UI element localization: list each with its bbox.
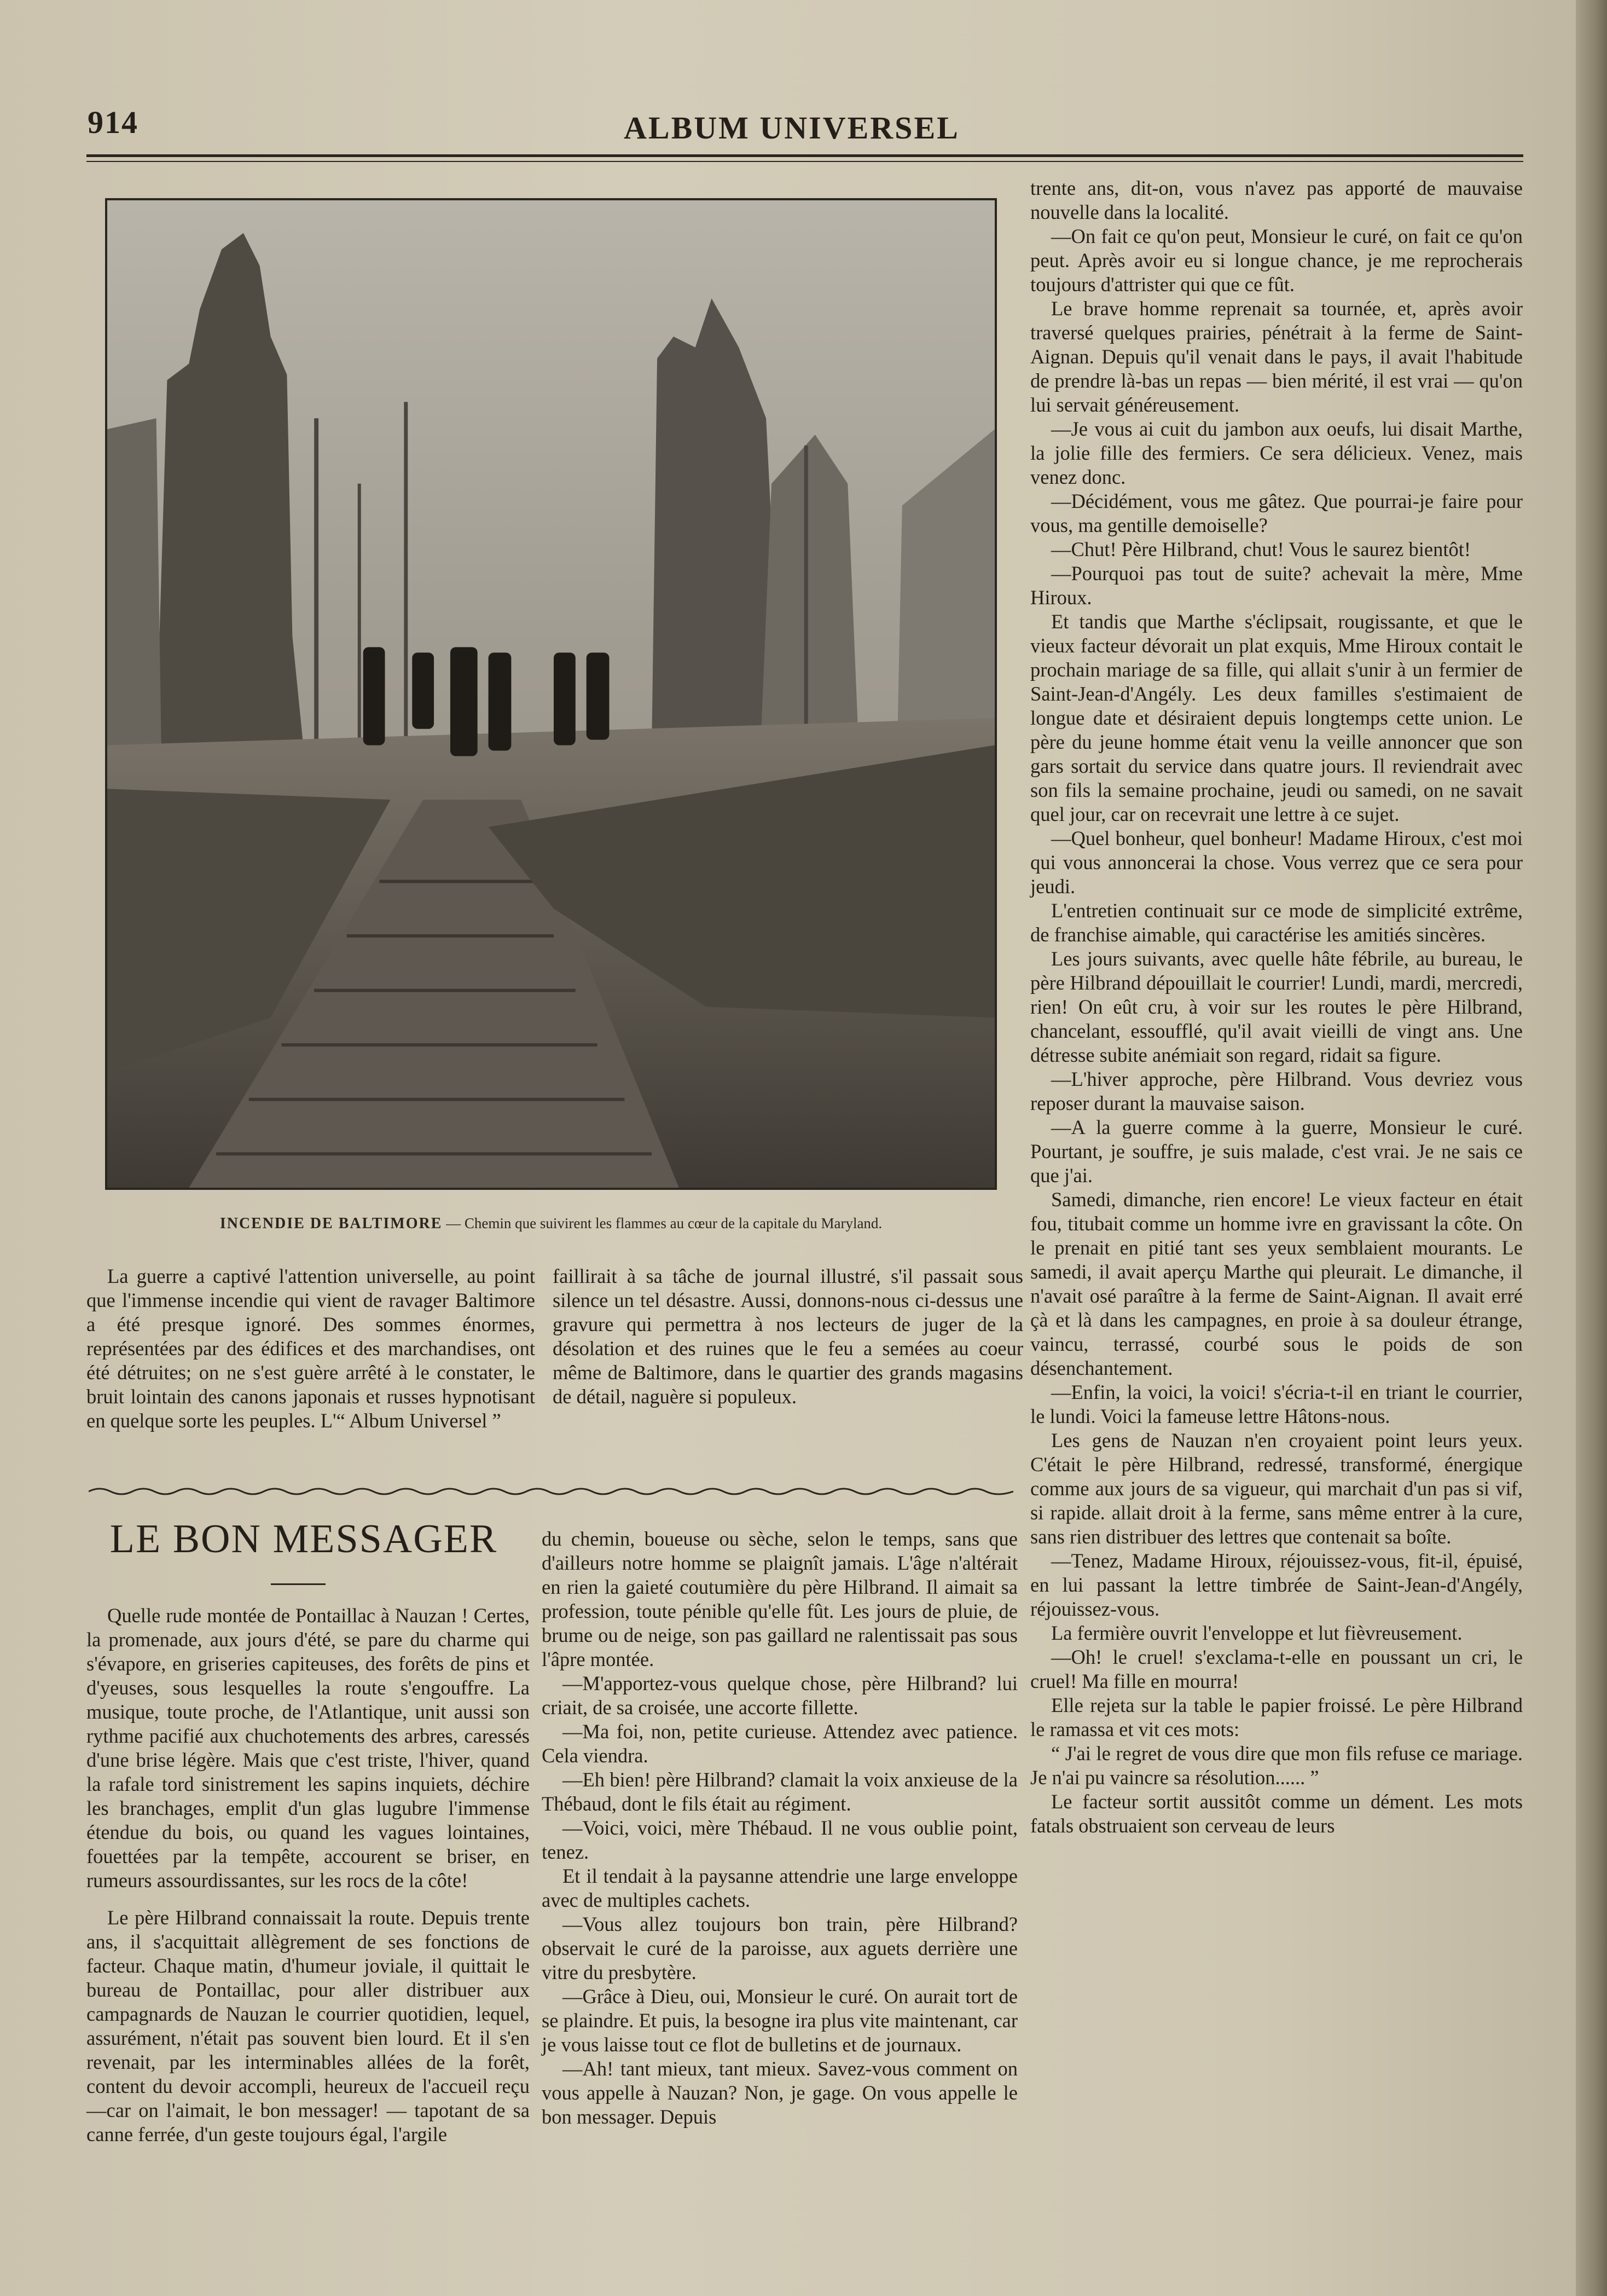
- article-paragraph: —A la guerre comme à la guerre, Monsieur le curé. Pourtant, je souffre, je suis malade, c'est vrai. Je ne sais ce que j'ai.: [1030, 1116, 1523, 1187]
- article-paragraph: —Vous allez toujours bon train, père Hilbrand? observait le curé de la paroisse, aux aguets derrière une vitre du presbytère.: [542, 1913, 1018, 1983]
- article-paragraph: —Pourquoi pas tout de suite? achevait la mère, Mme Hiroux.: [1030, 562, 1523, 609]
- article-paragraph: —Décidément, vous me gâtez. Que pourrai-je faire pour vous, ma gentille demoiselle?: [1030, 490, 1523, 536]
- article-paragraph: —Eh bien! père Hilbrand? clamait la voix anxieuse de la Thébaud, dont le fils était au régiment.: [542, 1768, 1018, 1815]
- header-rule-thin: [86, 161, 1523, 162]
- article-paragraph: Les gens de Nauzan n'en croyaient point leurs yeux. C'était le père Hilbrand, redressé, transformé, énergique comme aux jours de sa vigueur, qui marchait d'un pas si vif, si rapide. allait droit à la ferme, sans même entrer à la cure, sans rien distribuer des lettres que contenait sa boîte.: [1030, 1429, 1523, 1548]
- article-column-left: [86, 1604, 530, 2147]
- article-paragraph: Elle rejeta sur la table le papier froissé. Le père Hilbrand le ramassa et vit ces mots:: [1030, 1694, 1523, 1740]
- title-rule: [271, 1583, 326, 1585]
- header-rule: [86, 154, 1523, 157]
- article-paragraph: —Quel bonheur, quel bonheur! Madame Hiroux, c'est moi qui vous annoncerai la chose. Vous verrez que ce sera pour jeudi.: [1030, 827, 1523, 898]
- caption-title: INCENDIE DE BALTIMORE: [219, 1215, 443, 1232]
- baltimore-fire-photo: [105, 198, 997, 1190]
- article-paragraph: Et tandis que Marthe s'éclipsait, rougissante, et que le vieux facteur dévorait un plat exquis, Mme Hiroux contait le prochain mariage de sa fille, qui allait s'unir à un fermier de Saint-Jean-d'Angély. Les deux familles s'estimaient de longue date et désiraient depuis longtemps cette union. Le père du jeune homme était venu la veille annoncer que son gars sortait du service dans quatre jours. Il reviendrait avec son fils la semaine prochaine, jeudi ou samedi, on ne savait quel jour, car on recevrait une lettre à ce sujet.: [1030, 610, 1523, 825]
- photo-caption: [105, 1215, 997, 1233]
- article-paragraph: —Tenez, Madame Hiroux, réjouissez-vous, fit-il, épuisé, en lui passant la lettre timbrée de Saint-Jean-d'Angély, réjouissez-vous.: [1030, 1549, 1523, 1620]
- article-paragraph: —Voici, voici, mère Thébaud. Il ne vous oublie point, tenez.: [542, 1817, 1018, 1863]
- article-paragraph: —Ma foi, non, petite curieuse. Attendez avec patience. Cela viendra.: [542, 1720, 1018, 1767]
- intro-column-left: [86, 1264, 535, 1433]
- article-paragraph: Le facteur sortit aussitôt comme un dément. Les mots fatals obstruaient son cerveau de leurs: [1030, 1790, 1523, 1837]
- caption-text: — Chemin que suivirent les flammes au cœur de la capitale du Maryland.: [446, 1215, 883, 1231]
- article-paragraph: du chemin, boueuse ou sèche, selon le temps, sans que d'ailleurs notre homme se plaignît jamais. L'âge n'altérait en rien la gaieté coutumière du père Hilbrand. Il aimait sa profession, toute pénible qu'elle fût. Les jours de pluie, de brume ou de neige, son pas gaillard ne ralentissait pas sous l'âpre montée.: [542, 1528, 1018, 1670]
- section-divider: [89, 1486, 1013, 1497]
- article-paragraph: L'entretien continuait sur ce mode de simplicité extrême, de franchise aimable, qui caractérise les amitiés sincères.: [1030, 899, 1523, 946]
- article-paragraph: —On fait ce qu'on peut, Monsieur le curé, on fait ce qu'on peut. Après avoir eu si longue chance, je me reprocherais toujours d'attrister qui que ce fût.: [1030, 225, 1523, 296]
- page-binding: [1576, 0, 1607, 2296]
- article-paragraph: —M'apportez-vous quelque chose, père Hilbrand? lui criait, de sa croisée, une accorte fillette.: [542, 1672, 1018, 1719]
- intro-column-right: [553, 1264, 1023, 1409]
- article-paragraph: —Grâce à Dieu, oui, Monsieur le curé. On aurait tort de se plaindre. Et puis, la besogne ira plus vite maintenant, car je vous laisse tout ce flot de bulletins et de journaux.: [542, 1985, 1018, 2056]
- intro-paragraph-continued: faillirait à sa tâche de journal illustré, s'il passait sous silence un tel désastre. Aussi, donnons-nous ci-dessus une gravure qui permettra à nos lecteurs de juger de la désolation et des ruines que le feu a semées au coeur même de Baltimore, dans le quartier des grands magasins de détail, naguère si populeux.: [553, 1265, 1023, 1408]
- article-paragraph: —Chut! Père Hilbrand, chut! Vous le saurez bientôt!: [1051, 538, 1471, 560]
- article-paragraph: La fermière ouvrit l'enveloppe et lut fièvreusement.: [1051, 1622, 1463, 1644]
- article-title: LE BON MESSAGER: [109, 1517, 498, 1561]
- article-column-right: [1030, 176, 1523, 1838]
- article-paragraph: Les jours suivants, avec quelle hâte fébrile, au bureau, le père Hilbrand dépouillait le courrier! Lundi, mardi, mercredi, rien! On eût cru, à voir sur les routes le père Hilbrand, chancelant, essoufflé, qu'il avait vieilli de vingt ans. Une détresse subite anémiait son regard, ridait sa figure.: [1030, 947, 1523, 1066]
- article-paragraph: —Enfin, la voici, la voici! s'écria-t-il en triant le courrier, le lundi. Voici la fameuse lettre Hâtons-nous.: [1030, 1381, 1523, 1427]
- article-paragraph: Et il tendait à la paysanne attendrie une large enveloppe avec de multiples cachets.: [542, 1865, 1018, 1911]
- article-paragraph: Le brave homme reprenait sa tournée, et, après avoir traversé quelques prairies, pénétrait à la ferme de Saint-Aignan. Depuis qu'il venait dans le pays, il avait l'habitude de prendre là-bas un repas — bien mérité, il est vrai — qu'on lui servait généreusement.: [1030, 297, 1523, 416]
- photo-illustration: [107, 200, 995, 1188]
- intro-paragraph: La guerre a captivé l'attention universelle, au point que l'immense incendie qui vient de ravager Baltimore a été presque ignoré. Des sommes énormes, représentées par des édifices et des marchandises, ont été détruites; on ne s'est guère arrêté à le constater, le bruit lointain des canons japonais et russes hypnotisant en quelque sorte les peuples. L'“ Album Universel ”: [86, 1265, 535, 1432]
- masthead: ALBUM UNIVERSEL: [624, 110, 960, 146]
- article-paragraph: —Oh! le cruel! s'exclama-t-elle en poussant un cri, le cruel! Ma fille en mourra!: [1030, 1646, 1523, 1692]
- article-paragraph: Le père Hilbrand connaissait la route. Depuis trente ans, il s'acquittait allègrement de ses fonctions de facteur. Chaque matin, d'humeur joviale, il quittait le bureau de Pontaillac, pour aller distribuer aux campagnards de Nauzan le courrier quotidien, lequel, assurément, n'était pas souvent bien lourd. Et il s'en revenait, par les interminables allées de la forêt, content du devoir accompli, heureux de l'accueil reçu—car on l'aimait, le bon messager! — tapotant de sa canne ferrée, d'un geste toujours égal, l'argile: [86, 1906, 530, 2145]
- article-paragraph: Quelle rude montée de Pontaillac à Nauzan ! Certes, la promenade, aux jours d'été, se pare du charme qui s'évapore, en griseries capiteuses, des forêts de pins et d'yeuses, sous lesquelles la route s'engouffre. La musique, toute proche, de l'Atlantique, unit aussi son rythme pacifié aux chuchotements des arbres, caressés d'une brise légère. Mais que c'est triste, l'hiver, quand la rafale tord sinistrement les sapins inquiets, déchire les branchages, emplit d'un glas lugubre l'immense étendue du bois, ou quand les vagues lointaines, fouettées par la tempête, accourent se briser, en rumeurs assourdissantes, sur les rocs de la côte!: [86, 1604, 530, 1892]
- article-paragraph: —L'hiver approche, père Hilbrand. Vous devriez vous reposer durant la mauvaise saison.: [1030, 1068, 1523, 1114]
- article-paragraph: trente ans, dit-on, vous n'avez pas apporté de mauvaise nouvelle dans la localité.: [1030, 177, 1523, 223]
- article-paragraph: Samedi, dimanche, rien encore! Le vieux facteur en était fou, titubait comme un homme ivre en gravissant la côte. On le prenait en pitié tant ses yeux semblaient mourants. Le samedi, il avait aperçu Marthe qui pleurait. Le dimanche, il n'avait osé paraître à la ferme de Saint-Aignan. Il avait erré çà et là dans les campagnes, en proie à sa douleur étrange, vaincu, terrassé, courbé sous le poids de son désenchantement.: [1030, 1188, 1523, 1379]
- article-paragraph: —Ah! tant mieux, tant mieux. Savez-vous comment on vous appelle à Nauzan? Non, je gage. On vous appelle le bon messager. Depuis: [542, 2057, 1018, 2128]
- article-column-middle: [542, 1527, 1018, 2129]
- page-number: 914: [88, 105, 138, 140]
- article-paragraph: “ J'ai le regret de vous dire que mon fils refuse ce mariage. Je n'ai pu vaincre sa résolution...... ”: [1030, 1742, 1523, 1789]
- article-paragraph: —Je vous ai cuit du jambon aux oeufs, lui disait Marthe, la jolie fille des fermiers. Ce sera délicieux. Venez, mais venez donc.: [1030, 418, 1523, 488]
